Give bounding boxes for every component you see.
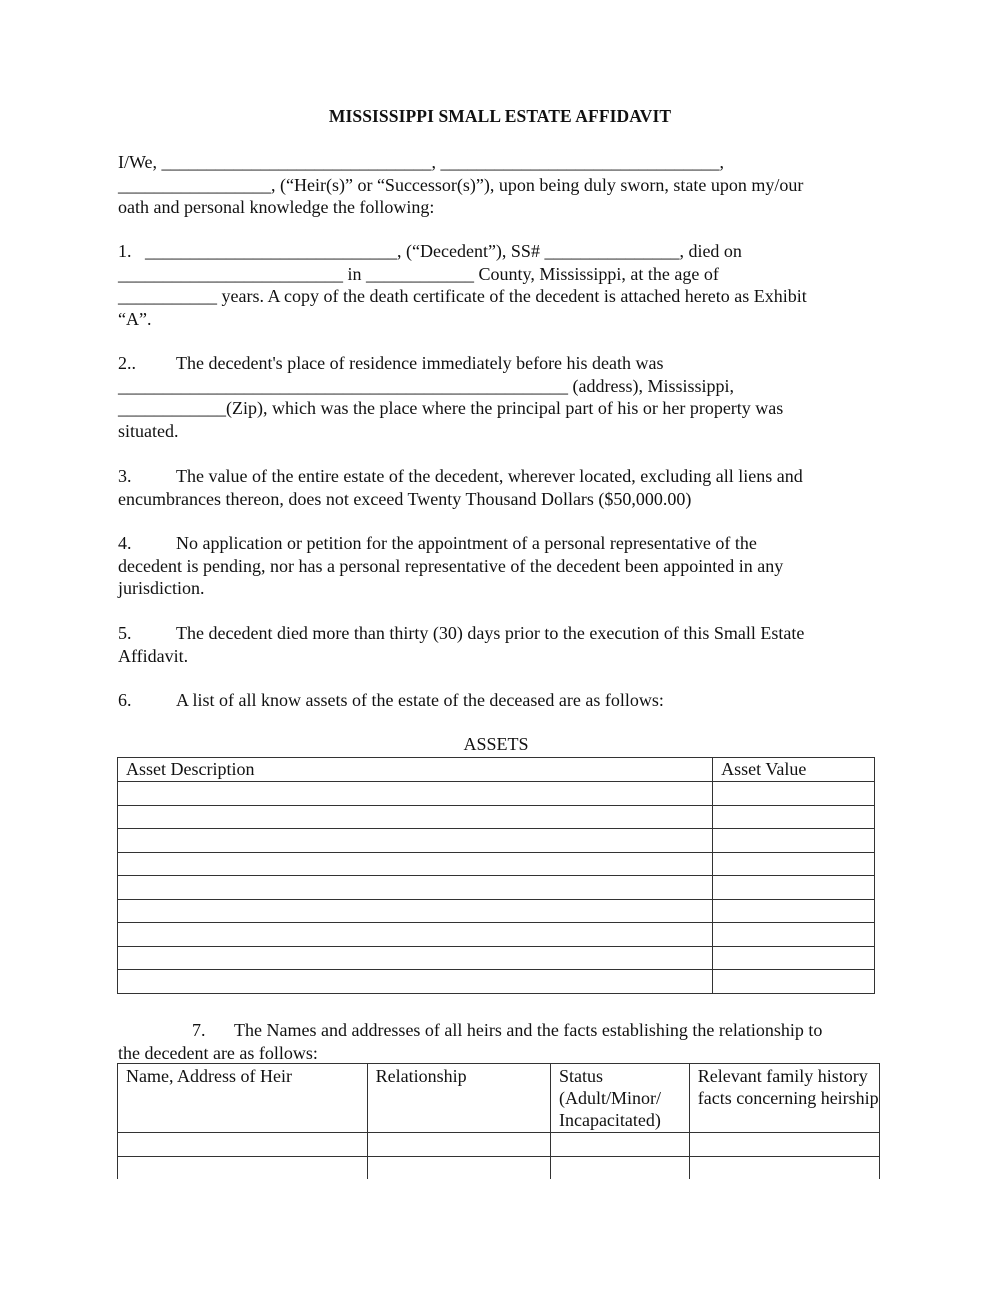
paragraph-line: ____________(Zip), which was the place where the principal part of his or her property was [118,398,784,418]
asset-value-cell[interactable] [713,899,875,923]
asset-value-cell[interactable] [713,876,875,900]
asset-description-cell[interactable] [118,946,713,970]
heir-history-cell[interactable] [689,1156,879,1179]
table-row [118,946,875,970]
table-row [118,1133,880,1157]
column-header-asset-description: Asset Description [118,758,713,782]
heirs-table [117,1063,880,1179]
paragraph-number: 3. [118,466,132,486]
paragraph-line: 5. The decedent died more than thirty (30) days prior to the execution of this Small Estate [118,623,805,643]
intro-line: _________________, (“Heir(s)” or “Successor(s)”), upon being duly sworn, state upon my/our [118,174,804,195]
assets-table [117,757,875,994]
paragraph-5 [118,622,888,667]
table-row [118,805,875,829]
intro-line: oath and personal knowledge the following: [118,197,435,217]
paragraph-line: decedent is pending, nor has a personal representative of the decedent been appointed in any [118,555,784,576]
paragraph-line: __________________________________________________ (address), Mississippi, [118,375,734,396]
asset-value-cell[interactable] [713,946,875,970]
asset-value-cell[interactable] [713,805,875,829]
paragraph-number: 2.. [118,353,136,373]
table-row [118,782,875,806]
asset-value-cell[interactable] [713,829,875,853]
paragraph-number: 7. [192,1020,206,1040]
table-row [118,899,875,923]
table-row [118,876,875,900]
asset-description-cell[interactable] [118,876,713,900]
heir-history-cell[interactable] [689,1133,879,1157]
heir-relationship-cell[interactable] [367,1156,550,1179]
paragraph-line: 2.. The decedent's place of residence immediately before his death was [118,353,664,373]
paragraph-line: the decedent are as follows: [118,1042,318,1063]
heir-relationship-cell[interactable] [367,1133,550,1157]
column-header-asset-value: Asset Value [713,758,875,782]
intro-paragraph [118,151,888,219]
column-header-relationship: Relationship [367,1064,550,1133]
paragraph-6 [118,689,888,712]
paragraph-1 [118,240,888,330]
table-row [118,852,875,876]
table-row [118,970,875,994]
paragraph-2 [118,352,888,442]
table-header-row [118,758,875,782]
asset-value-cell[interactable] [713,852,875,876]
paragraph-4 [118,532,888,600]
asset-description-cell[interactable] [118,970,713,994]
asset-description-cell[interactable] [118,805,713,829]
paragraph-number: 5. [118,623,132,643]
asset-value-cell[interactable] [713,923,875,947]
heir-name-cell[interactable] [118,1156,368,1179]
paragraph-line: “A”. [118,308,152,329]
table-row [118,829,875,853]
asset-description-cell[interactable] [118,829,713,853]
paragraph-line: _________________________ in ____________ County, Mississippi, at the age of [118,263,719,284]
asset-value-cell[interactable] [713,782,875,806]
document-title: MISSISSIPPI SMALL ESTATE AFFIDAVIT [328,106,672,126]
paragraph-number: 4. [118,533,132,553]
heir-status-cell[interactable] [550,1156,689,1179]
column-header-status: Status (Adult/Minor/ Incapacitated) [550,1064,689,1133]
column-header-family-history: Relevant family history facts concerning heirship [689,1064,879,1133]
paragraph-number: 1. [118,241,132,261]
paragraph-line: 4. No application or petition for the appointment of a personal representative of the [118,533,757,553]
column-header-name-address: Name, Address of Heir [118,1064,368,1133]
paragraph-7 [118,1019,893,1064]
paragraph-line: jurisdiction. [118,578,205,598]
paragraph-line: situated. [118,420,179,441]
heir-name-cell[interactable] [118,1133,368,1157]
paragraph-line: 7. The Names and addresses of all heirs and the facts establishing the relationship to [192,1020,823,1040]
paragraph-line: 6. A list of all know assets of the estate of the deceased are as follows: [118,690,664,710]
paragraph-line: ___________ years. A copy of the death certificate of the decedent is attached hereto as Exhibit [118,286,807,306]
paragraph-line: encumbrances thereon, does not exceed Twenty Thousand Dollars ($50,000.00) [118,488,692,509]
asset-description-cell[interactable] [118,899,713,923]
asset-description-cell[interactable] [118,923,713,947]
table-row [118,923,875,947]
table-header-row [118,1064,880,1133]
paragraph-line: Affidavit. [118,645,189,666]
paragraph-number: 6. [118,690,132,710]
assets-caption: ASSETS [463,734,529,754]
paragraph-3 [118,465,888,510]
intro-line: I/We, ______________________________, _______________________________, [118,152,725,172]
table-row [118,1156,880,1179]
asset-description-cell[interactable] [118,852,713,876]
asset-value-cell[interactable] [713,970,875,994]
paragraph-line: 3. The value of the entire estate of the decedent, wherever located, excluding all liens and [118,466,803,486]
paragraph-line: 1. ____________________________, (“Decedent”), SS# _______________, died on [118,241,742,261]
heir-status-cell[interactable] [550,1133,689,1157]
asset-description-cell[interactable] [118,782,713,806]
